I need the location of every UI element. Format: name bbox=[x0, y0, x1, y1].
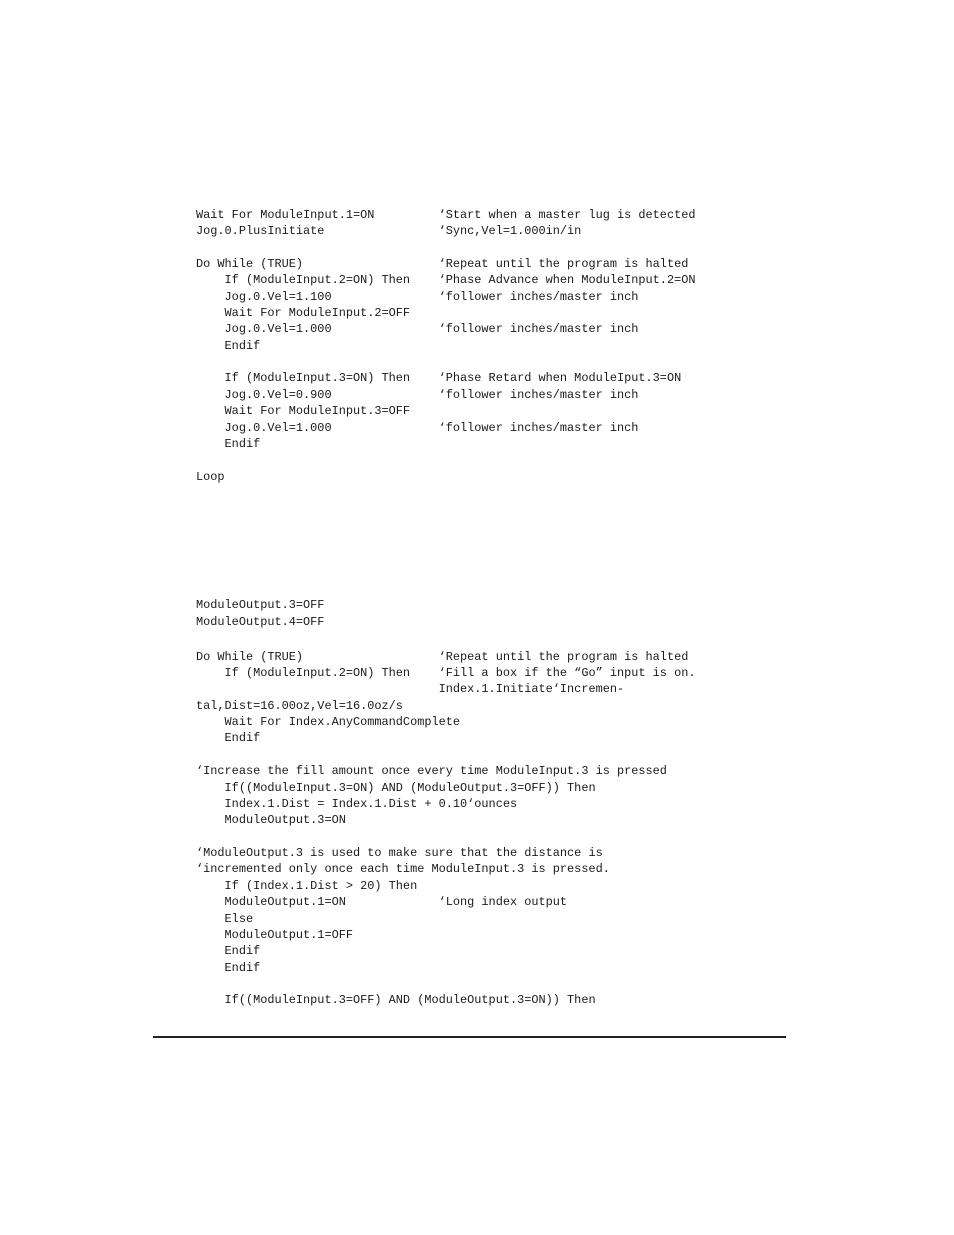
code-line: Endif bbox=[196, 961, 261, 975]
code-line: tal,Dist=16.00oz,Vel=16.0oz/s bbox=[196, 699, 403, 713]
code-line: Jog.0.Vel=1.000 ‘follower inches/master inch bbox=[196, 421, 639, 435]
code-line: ‘ModuleOutput.3 is used to make sure that the distance is bbox=[196, 846, 603, 860]
code-line: ModuleOutput.3=OFF bbox=[196, 598, 325, 612]
code-line: ‘incremented only once each time ModuleInput.3 is pressed. bbox=[196, 862, 610, 876]
code-line: Wait For ModuleInput.2=OFF bbox=[196, 306, 411, 320]
code-line: If (Index.1.Dist > 20) Then bbox=[196, 879, 418, 893]
code-line: If((ModuleInput.3=ON) AND (ModuleOutput.3=OFF)) Then bbox=[196, 781, 596, 795]
footer-rule bbox=[153, 1036, 786, 1038]
code-line: Endif bbox=[196, 944, 261, 958]
code-line: If (ModuleInput.3=ON) Then ‘Phase Retard when ModuleIput.3=ON bbox=[196, 371, 682, 385]
code-line: Wait For ModuleInput.1=ON ‘Start when a master lug is detected bbox=[196, 208, 696, 222]
code-line: Jog.0.Vel=1.100 ‘follower inches/master inch bbox=[196, 290, 639, 304]
code-line: Do While (TRUE) ‘Repeat until the program is halted bbox=[196, 257, 689, 271]
code-line: If((ModuleInput.3=OFF) AND (ModuleOutput.3=ON)) Then bbox=[196, 993, 596, 1007]
code-line: ModuleOutput.3=ON bbox=[196, 813, 346, 827]
code-line: Do While (TRUE) ‘Repeat until the program is halted bbox=[196, 650, 689, 664]
code-line: Jog.0.Vel=0.900 ‘follower inches/master inch bbox=[196, 388, 639, 402]
code-line: Index.1.Dist = Index.1.Dist + 0.10‘ounces bbox=[196, 797, 518, 811]
code-line: ModuleOutput.1=OFF bbox=[196, 928, 353, 942]
code-line: Index.1.Initiate‘Incremen- bbox=[196, 682, 625, 696]
code-line: If (ModuleInput.2=ON) Then ‘Phase Advance when ModuleInput.2=ON bbox=[196, 273, 696, 287]
code-line: Endif bbox=[196, 339, 261, 353]
code-line: Jog.0.PlusInitiate ‘Sync,Vel=1.000in/in bbox=[196, 224, 582, 238]
code-line: If (ModuleInput.2=ON) Then ‘Fill a box if the “Go” input is on. bbox=[196, 666, 696, 680]
code-line: Endif bbox=[196, 437, 261, 451]
code-line: Loop bbox=[196, 470, 225, 484]
code-line: ModuleOutput.1=ON ‘Long index output bbox=[196, 895, 568, 909]
code-line: ‘Increase the fill amount once every time ModuleInput.3 is pressed bbox=[196, 764, 667, 778]
code-line: Else bbox=[196, 912, 254, 926]
code-line: Wait For Index.AnyCommandComplete bbox=[196, 715, 461, 729]
code-line: Jog.0.Vel=1.000 ‘follower inches/master inch bbox=[196, 322, 639, 336]
code-line: ModuleOutput.4=OFF bbox=[196, 615, 325, 629]
code-line: Endif bbox=[196, 731, 261, 745]
code-line: Wait For ModuleInput.3=OFF bbox=[196, 404, 411, 418]
